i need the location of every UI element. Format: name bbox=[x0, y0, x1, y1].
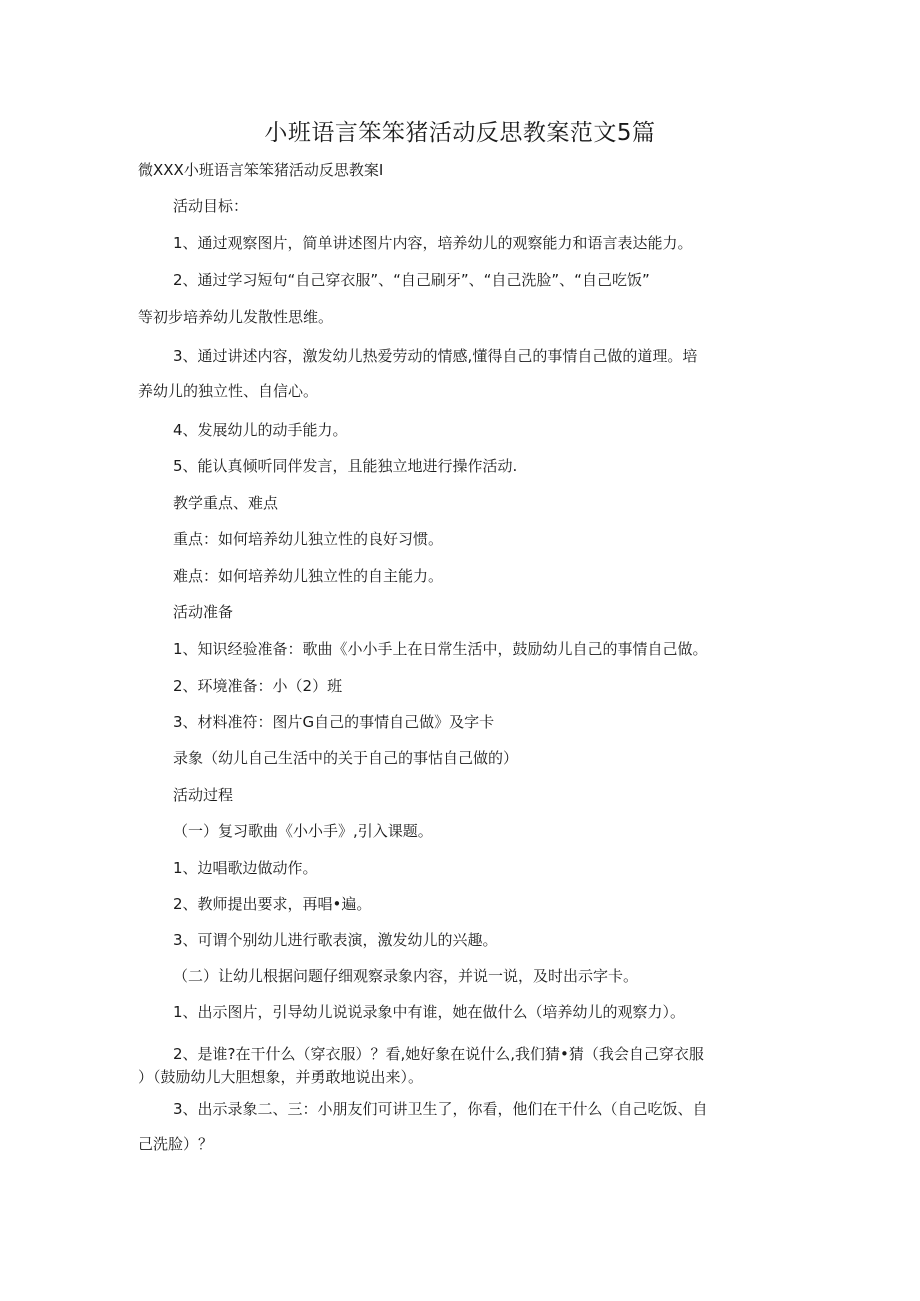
text-line: 2、通过学习短句“自己穿衣服”、“自己刷牙”、“自己洗脸”、“自己吃饭” bbox=[173, 271, 650, 289]
text-line: 5、能认真倾听同伴发言，且能独立地进行操作活动. bbox=[173, 457, 518, 475]
text-line: 2、教师提出要求，再唱•遍。 bbox=[173, 895, 372, 913]
text-line: 3、通过讲述内容，激发幼儿热爱劳动的情感,懂得自己的事情自己做的道理。培 bbox=[173, 347, 698, 365]
section-heading: 教学重点、难点 bbox=[173, 494, 279, 512]
text-line: 重点：如何培养幼儿独立性的良好习惯。 bbox=[173, 530, 444, 548]
text-line: 3、材料准符：图片G自己的事情自己做》及字卡 bbox=[173, 713, 495, 731]
text-line: 3、可谓个别幼儿进行歌表演，激发幼儿的兴趣。 bbox=[173, 931, 498, 949]
text-line: 难点：如何培养幼儿独立性的自主能力。 bbox=[173, 567, 444, 585]
text-line: 1、出示图片，引导幼儿说说录象中有谁，她在做什么（培养幼儿的观察力）。 bbox=[173, 1003, 686, 1021]
text-line: 3、出示录象二、三：小朋友们可讲卫生了，你看，他们在干什么（自己吃饭、自 bbox=[173, 1100, 708, 1118]
text-line: 录象（幼儿自己生活中的关于自己的事怙自己做的） bbox=[173, 749, 519, 767]
text-line: 2、环境准备：小（2）班 bbox=[173, 677, 343, 695]
document-title: 小班语言笨笨猪活动反思教案范文5篇 bbox=[264, 120, 656, 146]
section-heading: 活动准备 bbox=[173, 603, 234, 621]
text-line: 己洗脸）？ bbox=[138, 1135, 214, 1153]
text-line: 等初步培养幼儿发散性思维。 bbox=[138, 308, 334, 326]
text-line: 4、发展幼儿的动手能力。 bbox=[173, 421, 348, 439]
text-line: 2、是谁?在干什么（穿衣服）？看,她好象在说什么,我们猜•猜（我会自己穿衣服 bbox=[173, 1045, 704, 1063]
text-line: （一）复习歌曲《小小手》,引入课题。 bbox=[173, 822, 433, 840]
text-line: 1、知识经验准备：歌曲《小小手上在日常生活中，鼓励幼儿自己的事情自己做。 bbox=[173, 640, 708, 658]
text-line: 养幼儿的独立性、自信心。 bbox=[138, 382, 319, 400]
text-line: ）（鼓励幼儿大胆想象，并勇敢地说出来）。 bbox=[138, 1068, 424, 1086]
document-subtitle: 微XXX小班语言笨笨猪活动反思教案I bbox=[138, 161, 384, 179]
text-line: 1、通过观察图片，简单讲述图片内容，培养幼儿的观察能力和语言表达能力。 bbox=[173, 234, 693, 252]
text-line: （二）让幼儿根据问题仔细观察录象内容，并说一说，及时出示字卡。 bbox=[173, 967, 639, 985]
text-line: 1、边唱歌边做动作。 bbox=[173, 859, 318, 877]
text-line: 活动目标： bbox=[173, 197, 249, 215]
section-heading: 活动过程 bbox=[173, 786, 234, 804]
